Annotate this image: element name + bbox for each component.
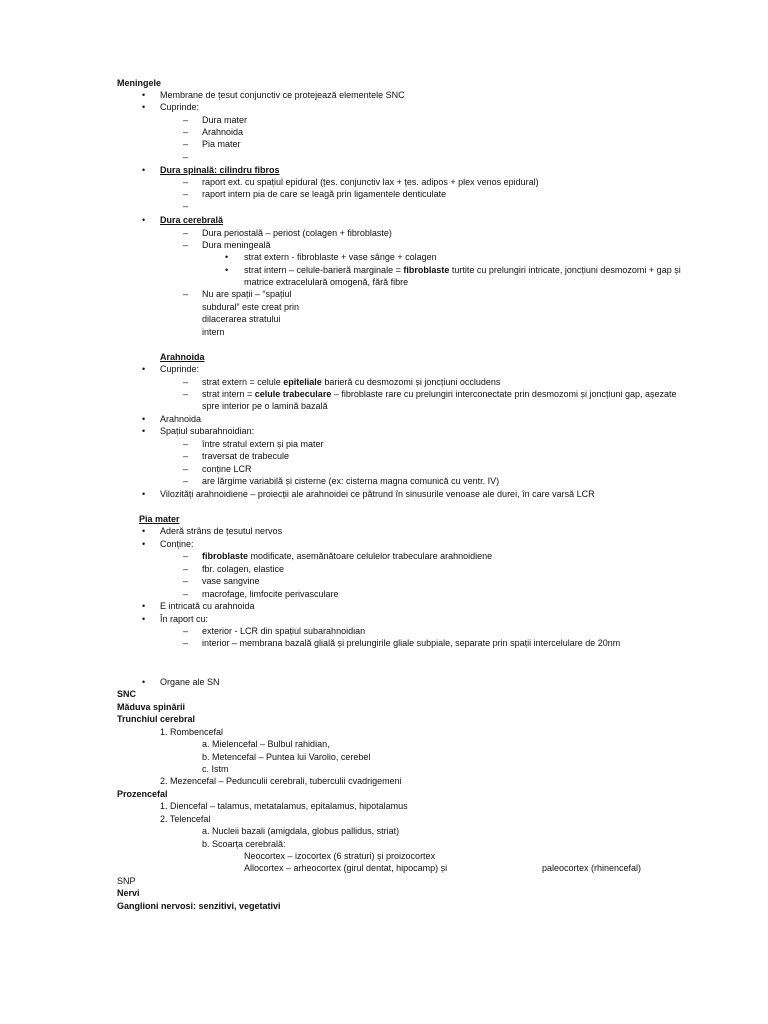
bullet-dash: – — [183, 576, 189, 586]
list-item: E intricată cu arahnoida — [160, 601, 255, 611]
heading-nervi: Nervi — [117, 888, 140, 898]
bullet-dash: – — [183, 638, 189, 648]
bullet-dot: • — [142, 614, 146, 624]
meningele-cuprinde: Cuprinde: — [160, 102, 200, 112]
list-item: Arahnoida — [160, 414, 202, 424]
text-run-bold: fibroblaste — [403, 265, 450, 275]
heading-arahnoida: Arahnoida — [160, 352, 205, 362]
bullet-dot: • — [142, 90, 146, 100]
list-item: strat extern - fibroblaste + vase sânge + colagen — [244, 252, 437, 262]
heading-dura-spinala: Dura spinală: cilindru fibros — [160, 165, 280, 175]
bullet-dash: – — [183, 289, 189, 299]
list-item: Vilozități arahnoidiene – proiecții ale arahnoidei ce pătrund în sinusurile venoase ale durei, în care varsă LCR — [160, 489, 595, 499]
heading-dura-cerebrala: Dura cerebrală — [160, 215, 224, 225]
list-item: Organe ale SN — [160, 677, 220, 687]
list-item: interior – membrana bazală glială și prelungirile gliale subpiale, separate prin spații intercelulare de 20nm — [202, 638, 621, 648]
heading-meningele: Meningele — [117, 78, 162, 88]
text-run: strat intern – celule-barieră marginale = — [244, 265, 404, 275]
list-item: Allocortex – arheocortex (girul dentat, hipocamp) și — [244, 863, 448, 873]
bullet-dot: • — [142, 601, 146, 611]
bullet-dash: – — [183, 189, 189, 199]
text-run: barieră cu desmozomi și joncțiuni occludens — [321, 377, 501, 387]
list-item-continuation: matrice extracelulară omogenă, fără fibre — [244, 277, 409, 287]
bullet-dot: • — [142, 414, 146, 424]
list-item — [202, 551, 492, 562]
list-item: vase sangvine — [202, 576, 260, 586]
bullet-dash: – — [183, 589, 189, 599]
heading-trunchiul: Trunchiul cerebral — [117, 714, 196, 724]
text-run-bold: epiteliale — [283, 377, 322, 387]
list-item — [244, 265, 681, 276]
bullet-dot: • — [142, 165, 146, 175]
heading-snp: SNP — [117, 876, 136, 886]
heading-snc: SNC — [117, 689, 137, 699]
bullet-dash: – — [183, 240, 189, 250]
list-item: Nu are spații – “spațiul — [202, 289, 292, 299]
list-item: 1. Rombencefal — [160, 727, 224, 737]
list-item: În raport cu: — [160, 614, 209, 624]
list-item: b. Metencefal – Puntea lui Varolio, cerebel — [202, 752, 371, 762]
heading-ganglioni: Ganglioni nervosi: senzitivi, vegetativi — [117, 901, 281, 911]
list-item: a. Mielencefal – Bulbul rahidian, — [202, 739, 330, 749]
list-item: Spațiul subarahnoidian: — [160, 426, 255, 436]
list-item-continuation: intern — [202, 327, 225, 337]
bullet-dash: – — [183, 476, 189, 486]
text-run: modificate, asemănătoare celulelor trabeculare arahnoidiene — [248, 551, 493, 561]
heading-maduva: Măduva spinării — [117, 702, 186, 712]
list-item: a. Nucleii bazali (amigdala, globus pallidus, striat) — [202, 826, 400, 836]
heading-pia-mater: Pia mater — [139, 514, 180, 524]
bullet-dot: • — [142, 215, 146, 225]
list-item: fbr. colagen, elastice — [202, 564, 285, 574]
list-item: Dura meningeală — [202, 240, 271, 250]
list-item — [202, 377, 500, 388]
list-item: 2. Telencefal — [160, 814, 211, 824]
list-item — [202, 389, 677, 400]
text-run-bold: celule trabeculare — [254, 389, 332, 399]
bullet-dash: – — [183, 626, 189, 636]
list-item: exterior - LCR din spațiul subarahnoidian — [202, 626, 366, 636]
list-item: traversat de trabecule — [202, 451, 290, 461]
list-item: c. Istm — [202, 764, 229, 774]
list-item: paleocortex (rhinencefal) — [542, 863, 642, 873]
bullet-dash: – — [183, 228, 189, 238]
bullet-dash: – — [183, 377, 189, 387]
list-item: Conține: — [160, 539, 194, 549]
bullet-dash: – — [183, 564, 189, 574]
bullet-dot: • — [142, 526, 146, 536]
bullet-dash: – — [183, 127, 189, 137]
bullet-dash: – — [183, 464, 189, 474]
bullet-dash: – — [183, 439, 189, 449]
list-item: raport ext. cu spațiul epidural (țes. conjunctiv lax + țes. adipos + plex venos epidural) — [202, 177, 539, 187]
list-item: Dura periostală – periost (colagen + fibroblaste) — [202, 228, 392, 238]
list-item: Arahnoida — [202, 127, 244, 137]
bullet-dot: • — [142, 102, 146, 112]
meningele-intro: Membrane de țesut conjunctiv ce protejează elementele SNC — [160, 90, 405, 100]
bullet-dash: – — [183, 389, 189, 399]
bullet-dot: • — [142, 539, 146, 549]
text-run: turtite cu prelungiri intricate, joncțiuni desmozomi + gap și — [449, 265, 681, 275]
bullet-dot: • — [142, 364, 146, 374]
text-run: strat intern = — [202, 389, 255, 399]
list-item: Dura mater — [202, 115, 248, 125]
list-item: macrofage, limfocite perivasculare — [202, 589, 339, 599]
bullet-dot: • — [142, 489, 146, 499]
arahnoida-cuprinde: Cuprinde: — [160, 364, 200, 374]
bullet-dash: – — [183, 115, 189, 125]
bullet-dash: – — [183, 451, 189, 461]
list-item: conține LCR — [202, 464, 252, 474]
list-item: 2. Mezencefal – Pedunculii cerebrali, tuberculii cvadrigemeni — [160, 776, 402, 786]
bullet-dot: • — [142, 677, 146, 687]
list-item: între stratul extern și pia mater — [202, 439, 324, 449]
list-item: b. Scoarța cerebrală: — [202, 839, 286, 849]
list-item: Neocortex – izocortex (6 straturi) și proizocortex — [244, 851, 436, 861]
list-item: 1. Diencefal – talamus, metatalamus, epitalamus, hipotalamus — [160, 801, 408, 811]
heading-prozencefal: Prozencefal — [117, 789, 168, 799]
bullet-dash: – — [183, 201, 189, 211]
bullet-dash: – — [183, 177, 189, 187]
bullet-dot: • — [142, 426, 146, 436]
list-item-continuation: subdural” este creat prin — [202, 302, 300, 312]
bullet-dash: – — [183, 551, 189, 561]
list-item: raport intern pia de care se leagă prin ligamentele denticulate — [202, 189, 447, 199]
list-item-continuation: spre interior pe o lamină bazală — [202, 401, 328, 411]
text-run: – fibroblaste rare cu prelungiri interconectate prin desmozomi și joncțiuni gap, așezate — [331, 389, 677, 399]
list-item: Aderă strâns de țesutul nervos — [160, 526, 283, 536]
bullet-dash: – — [183, 139, 189, 149]
bullet-dot: • — [225, 252, 229, 262]
bullet-dot: • — [225, 265, 229, 275]
list-item: are lărgime variabilă și cisterne (ex: cisterna magna comunică cu ventr. IV) — [202, 476, 500, 486]
text-run: strat extern = celule — [202, 377, 284, 387]
list-item-continuation: dilacerarea stratului — [202, 314, 281, 324]
text-run-bold: fibroblaste — [202, 551, 249, 561]
list-item: Pia mater — [202, 139, 241, 149]
bullet-dash: – — [183, 152, 189, 162]
